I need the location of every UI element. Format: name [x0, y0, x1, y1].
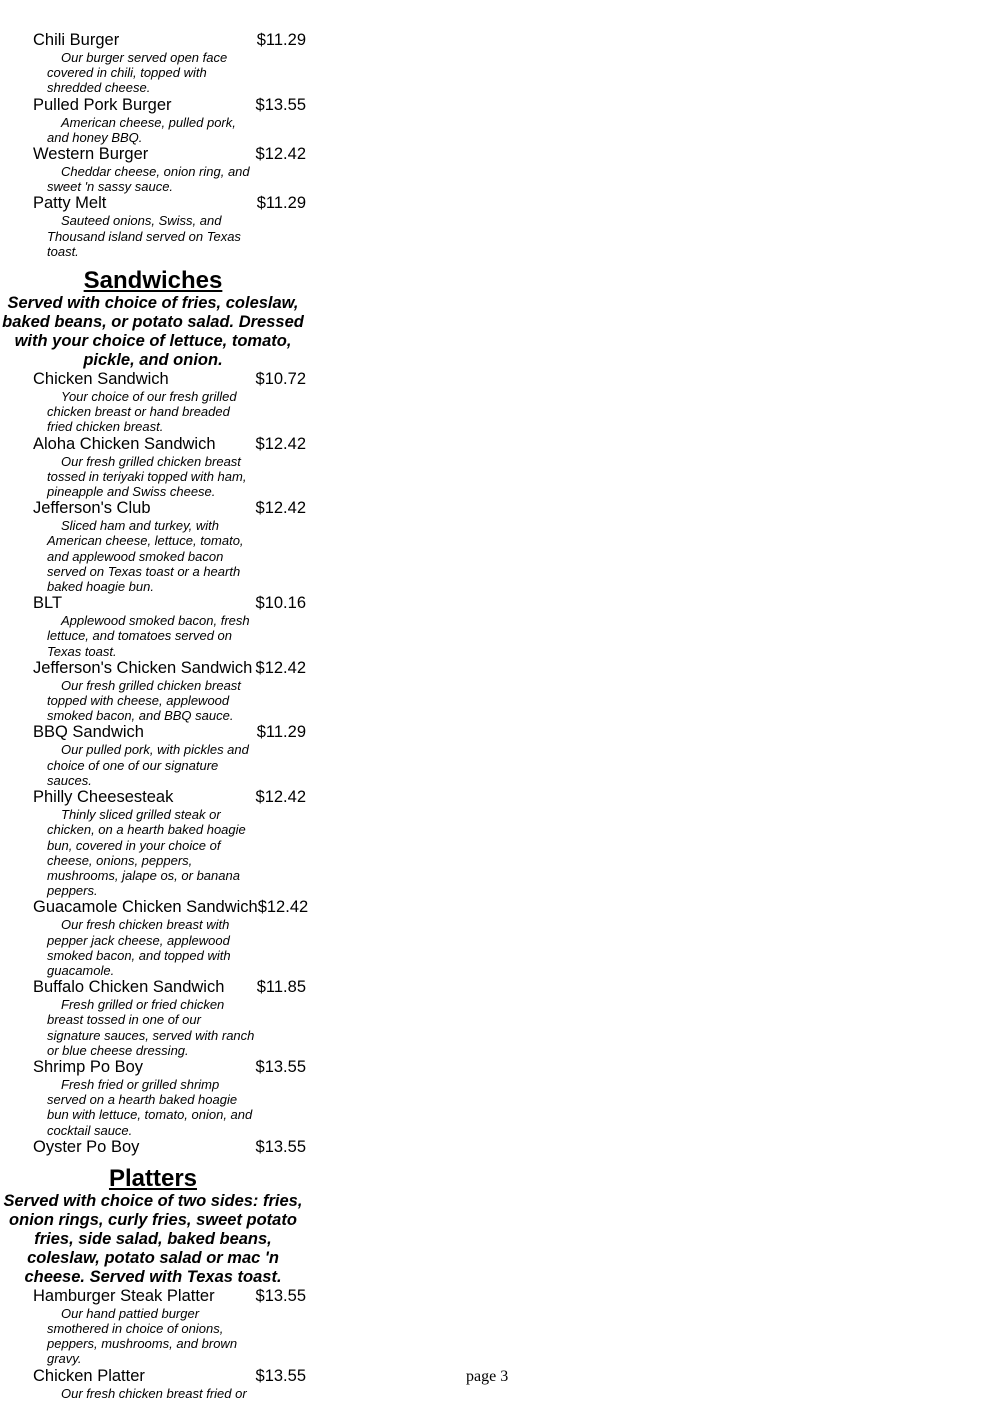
item-price: $13.55 — [255, 95, 306, 114]
menu-item — [0, 659, 306, 724]
item-price: $12.42 — [255, 658, 306, 677]
menu-item — [0, 1058, 306, 1138]
item-description: Our hand pattied burger smothered in choice of onions, peppers, mushrooms, and brown gravy. — [47, 1305, 238, 1367]
item-price: $12.42 — [255, 788, 306, 807]
item-description: Cheddar cheese, onion ring, and sweet 'n sassy sauce. — [47, 164, 250, 195]
item-description: Fresh fried or grilled shrimp served on a hearth baked hoagie bun with lettuce, tomato, onion, and cocktail sauce. — [47, 1076, 253, 1138]
menu-item — [0, 898, 309, 978]
item-description: Our burger served open face covered in chili, topped with shredded cheese. — [47, 50, 228, 96]
section-title-sandwiches: Sandwiches — [83, 267, 223, 295]
menu-item — [0, 370, 306, 435]
item-price: $10.72 — [255, 370, 306, 389]
sandwich-list — [0, 370, 309, 1157]
menu-item — [0, 1367, 306, 1401]
burger-list — [0, 31, 306, 259]
item-name: Chicken Platter — [33, 1366, 145, 1385]
menu-item — [0, 723, 306, 788]
item-price: $13.55 — [255, 1286, 306, 1305]
item-price: $13.55 — [255, 1137, 306, 1156]
item-name: Aloha Chicken Sandwich — [33, 434, 216, 453]
item-price: $13.55 — [255, 1366, 306, 1385]
item-name: Jefferson's Club — [33, 499, 151, 518]
platter-list — [0, 1287, 306, 1401]
item-price: $11.29 — [256, 723, 306, 742]
menu-item — [0, 31, 306, 96]
item-description: Sliced ham and turkey, with American cheese, lettuce, tomato, and applewood smoked bacon served on Texas toast or a hearth baked hoagie bun. — [47, 518, 244, 595]
item-description: Our fresh grilled chicken breast topped with cheese, applewood smoked bacon, and BBQ sauce. — [47, 677, 241, 724]
item-description: Our fresh grilled chicken breast tossed in teriyaki topped with ham, pineapple and Swiss cheese. — [47, 453, 247, 500]
section-subtitle-sandwiches: Served with choice of fries, coleslaw, baked beans, or potato salad. Dressed with your choice of lettuce, tomato, pickle, and onion. — [2, 294, 304, 370]
item-description: Our fresh chicken breast with pepper jack cheese, applewood smoked bacon, and topped with guacamole. — [47, 917, 231, 978]
item-name: Philly Cheesesteak — [33, 788, 174, 807]
menu-item — [0, 594, 306, 659]
menu-item — [0, 194, 306, 259]
item-description: Your choice of our fresh grilled chicken breast or hand breaded fried chicken breast. — [47, 389, 237, 435]
section-title-platters: Platters — [108, 1164, 198, 1192]
menu-item — [0, 499, 306, 594]
menu-item — [0, 145, 306, 194]
menu-column — [0, 31, 309, 1401]
item-description: Sauteed onions, Swiss, and Thousand island served on Texas toast. — [47, 213, 241, 259]
item-name: Jefferson's Chicken Sandwich — [33, 658, 253, 677]
item-name: Western Burger — [33, 145, 149, 164]
item-name: BBQ Sandwich — [33, 723, 144, 742]
item-name: Chili Burger — [33, 31, 120, 49]
menu-item — [0, 1287, 306, 1367]
item-name: Guacamole Chicken Sandwich — [33, 898, 258, 917]
item-price: $10.16 — [255, 594, 306, 613]
item-name: Shrimp Po Boy — [33, 1057, 144, 1076]
item-description: American cheese, pulled pork, and honey BBQ. — [47, 114, 236, 145]
item-description: Thinly sliced grilled steak or chicken, on a hearth baked hoagie bun, covered in your choice of cheese, onions, peppers, mushrooms, jalape os, or banana peppers. — [47, 807, 246, 899]
item-name: Pulled Pork Burger — [33, 95, 172, 114]
item-description: Applewood smoked bacon, fresh lettuce, and tomatoes served on Texas toast. — [47, 613, 250, 659]
page-number: page 3 — [466, 1368, 509, 1385]
item-description: Our fresh chicken breast fried or — [61, 1385, 247, 1401]
item-price: $12.42 — [255, 145, 306, 164]
item-name: BLT — [33, 594, 63, 613]
item-price: $11.85 — [256, 978, 306, 997]
item-price: $12.42 — [255, 499, 306, 518]
item-name: Hamburger Steak Platter — [33, 1286, 215, 1305]
item-name: Patty Melt — [33, 194, 107, 213]
item-name: Oyster Po Boy — [33, 1137, 140, 1156]
item-description: Fresh grilled or fried chicken breast tossed in one of our signature sauces, served with ranch or blue cheese dressing. — [47, 997, 255, 1058]
menu-item — [0, 96, 306, 145]
item-price: $12.42 — [255, 434, 306, 453]
item-price: $11.29 — [256, 31, 306, 49]
menu-item — [0, 435, 306, 500]
menu-item — [0, 1138, 306, 1157]
menu-item — [0, 788, 306, 898]
item-description: Our pulled pork, with pickles and choice of one of our signature sauces. — [47, 742, 249, 788]
item-name: Chicken Sandwich — [33, 370, 169, 389]
item-price: $13.55 — [255, 1057, 306, 1076]
item-price: $11.29 — [256, 194, 306, 213]
section-subtitle-platters: Served with choice of two sides: fries, onion rings, curly fries, sweet potato fries, side salad, baked beans, coleslaw, potato salad or mac 'n cheese. Served with Texas toast. — [3, 1191, 303, 1286]
item-price: $12.42 — [257, 898, 309, 917]
menu-item — [0, 978, 306, 1058]
item-name: Buffalo Chicken Sandwich — [33, 978, 225, 997]
